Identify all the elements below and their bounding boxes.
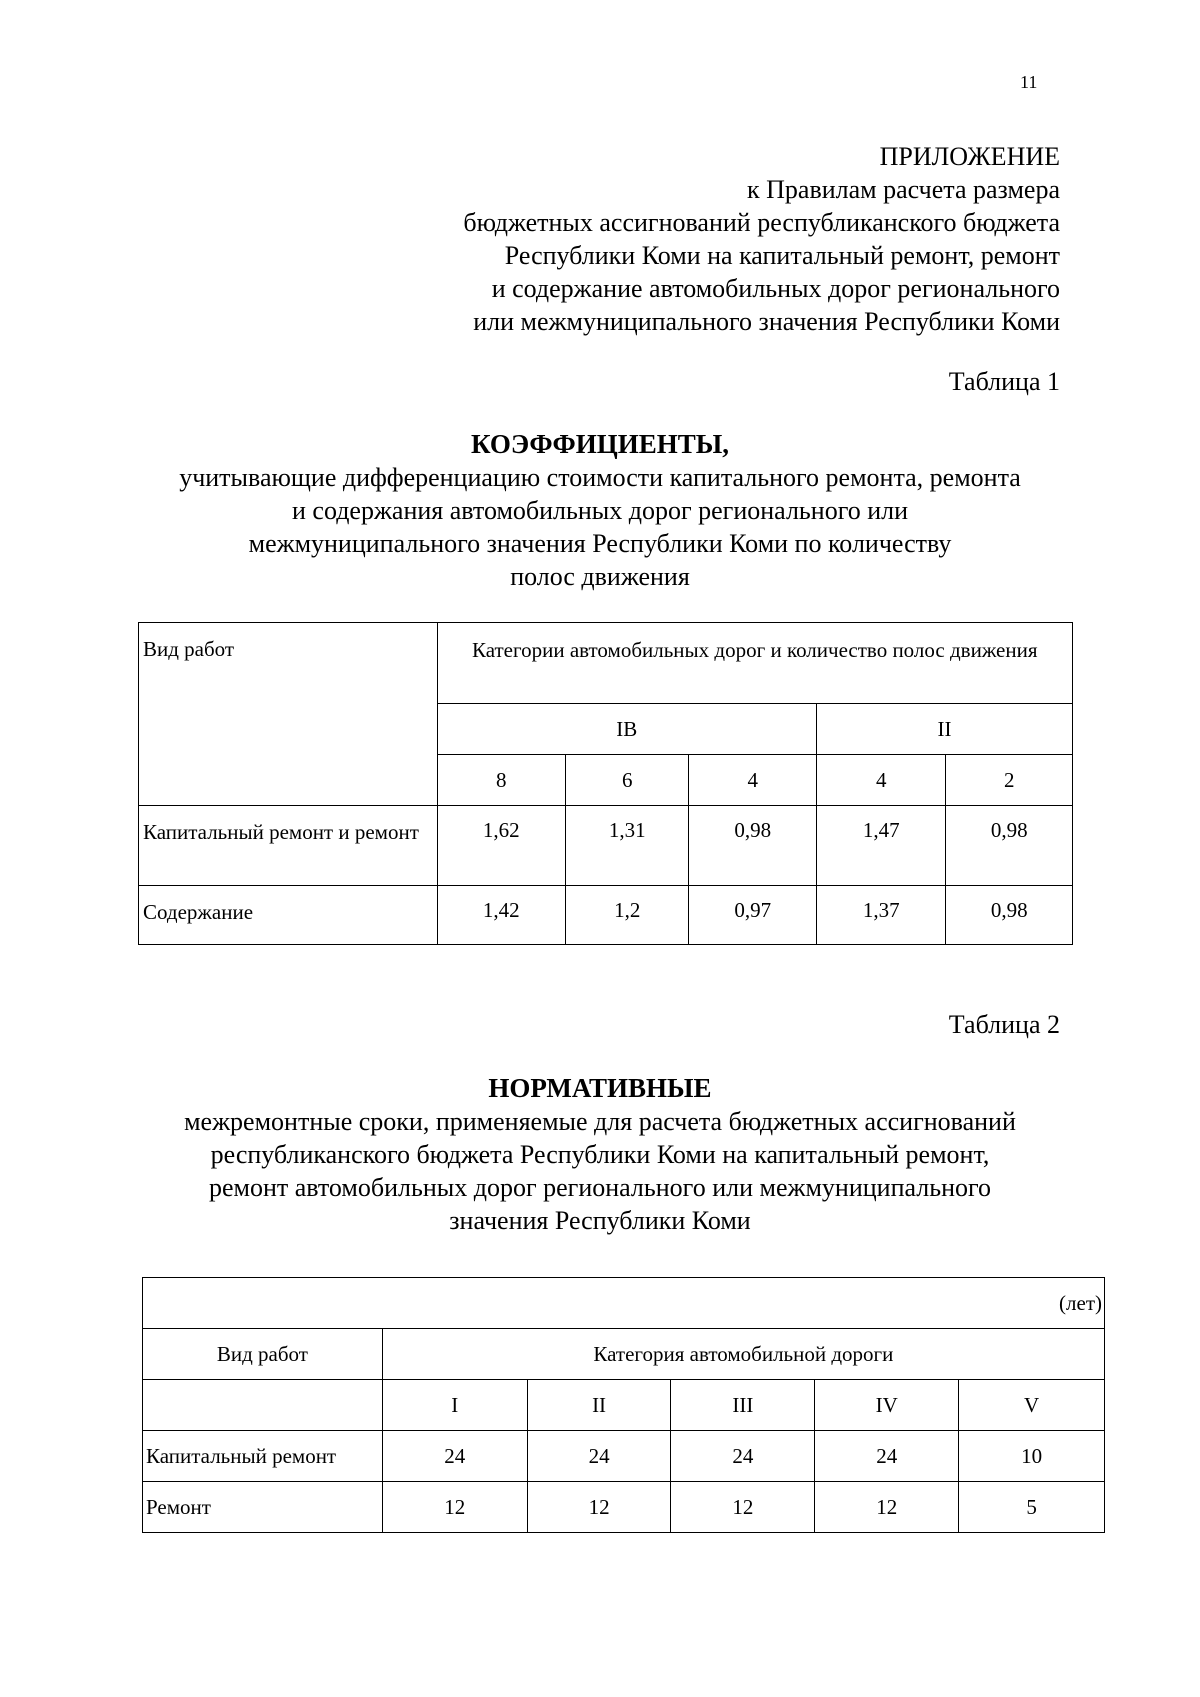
table-cell: 24 (671, 1431, 815, 1482)
row-label: Содержание (139, 886, 438, 945)
category-header: II (527, 1380, 671, 1431)
table1-subtitle-line: учитывающие дифференциацию стоимости капитального ремонта, ремонта (179, 463, 1021, 492)
appendix-heading: ПРИЛОЖЕНИЕ (879, 142, 1060, 171)
table-cell: 12 (527, 1482, 671, 1533)
table-cell: 10 (959, 1431, 1105, 1482)
appendix-line: к Правилам расчета размера (747, 175, 1060, 204)
table-cell: 0,98 (946, 806, 1073, 886)
category-header: IV (815, 1380, 959, 1431)
table1-subtitle-line: полос движения (510, 562, 690, 591)
page-number: 11 (1020, 72, 1038, 92)
lanes-header: 8 (437, 755, 566, 806)
table-row (143, 1482, 1105, 1533)
table1-heading (140, 428, 1060, 593)
category-header: I (382, 1380, 527, 1431)
category-header: III (671, 1380, 815, 1431)
table2-label: Таблица 2 (948, 1010, 1060, 1039)
row-label: Капитальный ремонт и ремонт (139, 806, 438, 886)
category-header: V (959, 1380, 1105, 1431)
table-row (143, 1431, 1105, 1482)
appendix-line: и содержание автомобильных дорог регионального (491, 274, 1060, 303)
lanes-header: 4 (689, 755, 817, 806)
lanes-header: 4 (816, 755, 946, 806)
table1-subtitle-line: и содержания автомобильных дорог регионального или (291, 496, 909, 525)
table-cell: 12 (671, 1482, 815, 1533)
row-label: Капитальный ремонт (143, 1431, 383, 1482)
table2-subtitle-line: значения Республики Коми (449, 1206, 751, 1235)
table2-subtitle-line: межремонтные сроки, применяемые для расчета бюджетных ассигнований (184, 1107, 1016, 1136)
table-cell: 24 (527, 1431, 671, 1482)
table-cell: 1,42 (437, 886, 566, 945)
table-cell: 1,2 (566, 886, 689, 945)
table1-subtitle-line: межмуниципального значения Республики Коми по количеству (248, 529, 952, 558)
appendix-line: или межмуниципального значения Республики Коми (473, 307, 1060, 336)
lanes-header: 6 (566, 755, 689, 806)
table2-heading (140, 1072, 1060, 1237)
col-header-work-type: Вид работ (139, 623, 438, 806)
table-cell: 1,37 (816, 886, 946, 945)
table-row (139, 886, 1073, 945)
table-cell: 0,98 (946, 886, 1073, 945)
category-header: IВ (437, 704, 816, 755)
table-cell: 1,47 (816, 806, 946, 886)
table-cell: 24 (382, 1431, 527, 1482)
category-header: II (816, 704, 1072, 755)
table2-title: НОРМАТИВНЫЕ (488, 1073, 712, 1103)
appendix-block (360, 140, 1060, 338)
repair-intervals-table (142, 1277, 1105, 1533)
table2-subtitle-line: республиканского бюджета Республики Коми на капитальный ремонт, (210, 1140, 990, 1169)
table-cell: 12 (382, 1482, 527, 1533)
table-row (139, 806, 1073, 886)
table1-label: Таблица 1 (948, 367, 1060, 396)
coefficients-table (138, 622, 1073, 945)
unit-label: (лет) (143, 1278, 1105, 1329)
table-cell: 24 (815, 1431, 959, 1482)
table1-title: КОЭФФИЦИЕНТЫ, (470, 429, 730, 459)
table-cell: 1,62 (437, 806, 566, 886)
row-label: Ремонт (143, 1482, 383, 1533)
table-cell: 0,97 (689, 886, 817, 945)
appendix-line: бюджетных ассигнований республиканского бюджета (463, 208, 1060, 237)
table-cell: 0,98 (689, 806, 817, 886)
appendix-line: Республики Коми на капитальный ремонт, ремонт (504, 241, 1060, 270)
table-cell: 12 (815, 1482, 959, 1533)
col-header-work-type: Вид работ (143, 1329, 383, 1380)
lanes-header: 2 (946, 755, 1073, 806)
table-cell: 5 (959, 1482, 1105, 1533)
table-cell: 1,31 (566, 806, 689, 886)
table2-subtitle-line: ремонт автомобильных дорог регионального или межмуниципального (208, 1173, 992, 1202)
col-header-category: Категория автомобильной дороги (382, 1329, 1104, 1380)
empty-cell (143, 1380, 383, 1431)
col-header-categories: Категории автомобильных дорог и количество полос движения (437, 623, 1072, 704)
